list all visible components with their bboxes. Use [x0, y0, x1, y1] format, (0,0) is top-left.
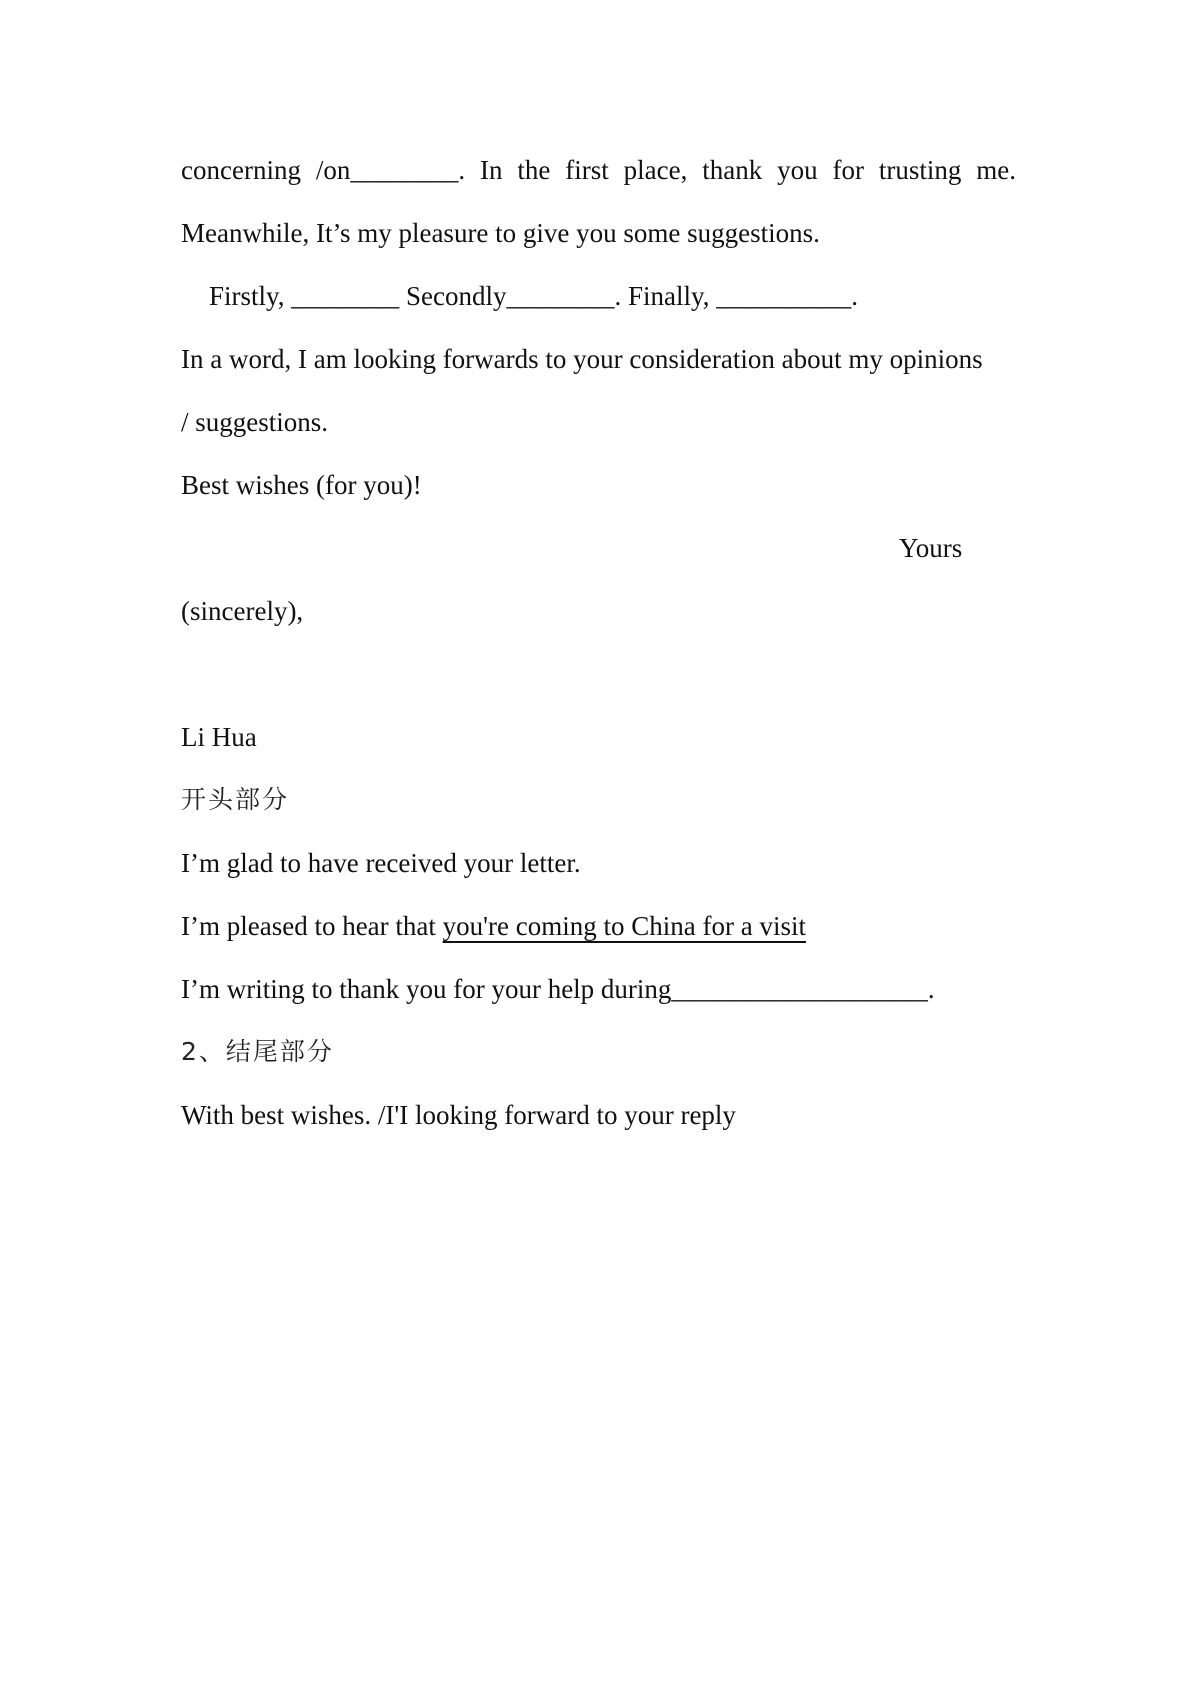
letter-line-in-a-word: In a word, I am looking forwards to your consideration about my opinions [181, 344, 983, 374]
letter-closing-sincerely: (sincerely), [181, 596, 304, 626]
opening-sentence-glad: I’m glad to have received your letter. [181, 848, 581, 878]
opening-sentence-pleased-prefix: I’m pleased to hear that [181, 911, 443, 941]
closing-sentence: With best wishes. /I'I looking forward to your reply [181, 1100, 736, 1130]
underlined-phrase: you're coming to China for a visit [442, 911, 806, 941]
letter-line-firstly: Firstly, ________ Secondly________. Finally, __________. [209, 281, 859, 311]
section-heading-closing: 2、结尾部分 [181, 1037, 334, 1066]
opening-sentence-thank: I’m writing to thank you for your help during___________________. [181, 974, 935, 1004]
opening-sentence-pleased [181, 909, 1016, 943]
letter-signature: Li Hua [181, 722, 257, 752]
letter-line-concerning: concerning /on________. In the first place, thank you for trusting me. [181, 155, 1016, 185]
letter-line-best-wishes: Best wishes (for you)! [181, 470, 422, 500]
letter-closing-yours: Yours [899, 533, 963, 563]
letter-line-suggestions: / suggestions. [181, 407, 329, 437]
section-heading-opening: 开头部分 [181, 785, 290, 814]
letter-line-meanwhile: Meanwhile, It’s my pleasure to give you some suggestions. [181, 218, 820, 248]
